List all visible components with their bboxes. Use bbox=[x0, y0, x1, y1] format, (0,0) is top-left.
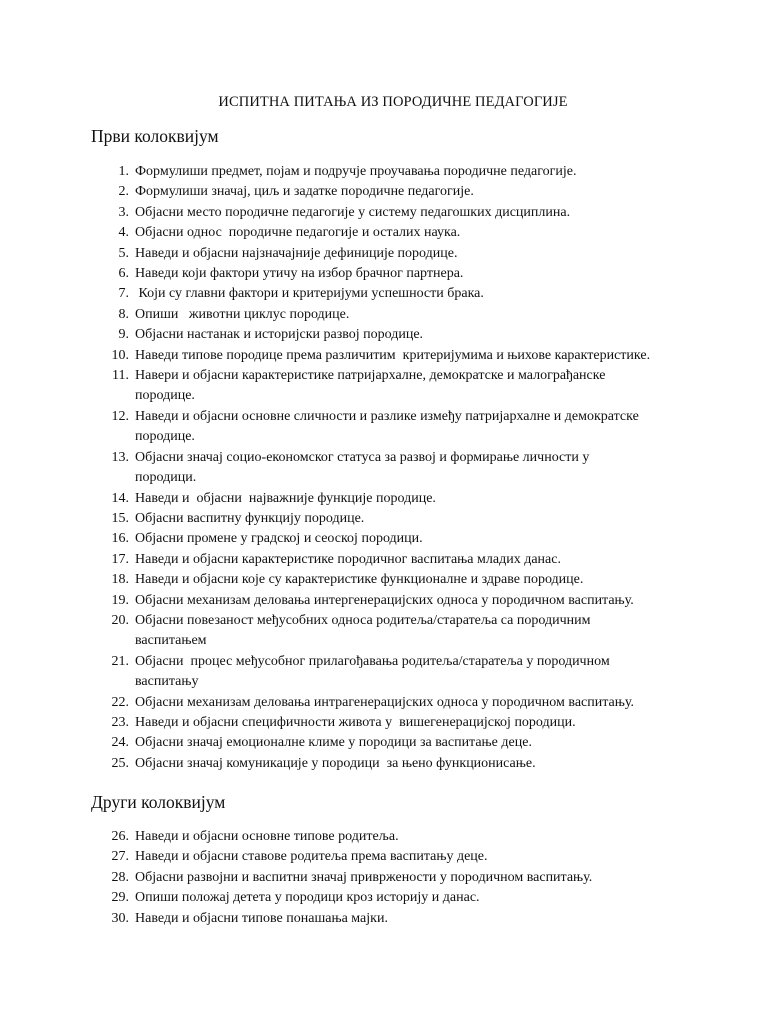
question-text: Наведи који фактори утичу на избор брачног партнера. bbox=[135, 266, 464, 282]
question-text: Објасни место породичне педагогије у систему педагошких дисциплина. bbox=[135, 204, 571, 220]
question-number: 3. bbox=[118, 204, 129, 220]
question-number: 5. bbox=[118, 245, 129, 261]
question-item-continuation bbox=[0, 631, 700, 651]
section-heading-first: Први колоквијум bbox=[91, 126, 219, 146]
document-title: ИСПИТНА ПИТАЊА ИЗ ПОРОДИЧНЕ ПЕДАГОГИЈЕ bbox=[218, 94, 568, 110]
question-item bbox=[0, 550, 700, 570]
question-text: Објасни механизам деловања интрагенерацијских односа у породичном васпитању. bbox=[135, 694, 634, 710]
question-number: 15. bbox=[111, 510, 129, 526]
question-item bbox=[0, 305, 700, 325]
question-item bbox=[0, 652, 700, 672]
question-item bbox=[0, 284, 700, 304]
question-number: 30. bbox=[111, 910, 129, 926]
question-item bbox=[0, 909, 700, 929]
question-item-continuation bbox=[0, 386, 700, 406]
question-text: Наведи и објасни карактеристике породичног васпитања младих данас. bbox=[135, 551, 561, 567]
question-item bbox=[0, 407, 700, 427]
question-number: 18. bbox=[111, 572, 129, 588]
question-number: 28. bbox=[111, 869, 129, 885]
question-item bbox=[0, 570, 700, 590]
question-text: Навери и објасни карактеристике патријархалне, демократске и малограђанске bbox=[135, 368, 606, 384]
question-text: Формулиши предмет, појам и подручје проучавања породичне педагогије. bbox=[135, 164, 577, 179]
question-item bbox=[0, 611, 700, 631]
section-heading-second: Други колоквијум bbox=[91, 792, 226, 812]
question-item bbox=[0, 827, 700, 847]
question-number: 8. bbox=[118, 306, 129, 322]
question-item bbox=[0, 693, 700, 713]
question-item-continuation bbox=[0, 672, 700, 692]
question-number: 21. bbox=[111, 653, 129, 669]
question-text: Наведи и објасни типове понашања мајки. bbox=[135, 910, 388, 926]
question-text: Наведи и објасни најважније функције породице. bbox=[135, 490, 436, 506]
question-item bbox=[0, 346, 700, 366]
question-item bbox=[0, 223, 700, 243]
question-item bbox=[0, 509, 700, 529]
question-item bbox=[0, 733, 700, 753]
question-text: Објасни васпитну функцију породице. bbox=[135, 510, 365, 526]
question-number: 12. bbox=[111, 408, 129, 424]
question-number: 16. bbox=[111, 531, 129, 547]
question-text: Објасни развојни и васпитни значај привржености у породичном васпитању. bbox=[135, 869, 593, 885]
question-number: 14. bbox=[111, 490, 129, 506]
question-number: 1. bbox=[118, 164, 129, 179]
question-text: Објасни механизам деловања интергенерацијских односа у породичном васпитању. bbox=[135, 592, 634, 608]
question-number: 24. bbox=[111, 735, 129, 751]
question-number: 29. bbox=[111, 890, 129, 906]
question-item bbox=[0, 754, 700, 774]
question-number: 17. bbox=[111, 551, 129, 567]
question-list-second bbox=[0, 827, 700, 929]
question-number: 7. bbox=[118, 286, 129, 302]
question-number: 13. bbox=[111, 449, 129, 465]
question-item bbox=[0, 489, 700, 509]
question-item bbox=[0, 847, 700, 867]
question-text: породици. bbox=[135, 470, 197, 486]
question-item bbox=[0, 888, 700, 908]
question-number: 10. bbox=[111, 347, 129, 363]
question-text: Опиши животни циклус породице. bbox=[135, 306, 350, 322]
question-number bbox=[0, 468, 135, 488]
question-text: Објасни настанак и историјски развој породице. bbox=[135, 327, 424, 343]
question-item bbox=[0, 529, 700, 549]
question-number bbox=[0, 631, 135, 651]
question-item-continuation bbox=[0, 427, 700, 447]
question-text: Објасни промене у градској и сеоској породици. bbox=[135, 531, 423, 547]
question-text: Наведи типове породице према различитим критеријумима и њихове карактеристике. bbox=[135, 347, 651, 363]
question-text: васпитањем bbox=[135, 633, 207, 649]
question-number: 26. bbox=[111, 829, 129, 844]
question-text: Наведи и објасни основне сличности и разлике између патријархалне и демократске bbox=[135, 408, 639, 424]
question-number: 23. bbox=[111, 714, 129, 730]
question-text: Објасни однос породичне педагогије и осталих наука. bbox=[135, 225, 461, 241]
question-number: 20. bbox=[111, 612, 129, 628]
question-item bbox=[0, 713, 700, 733]
question-text: породице. bbox=[135, 429, 195, 445]
question-item bbox=[0, 162, 700, 182]
question-number: 4. bbox=[118, 225, 129, 241]
question-number bbox=[0, 427, 135, 447]
question-number bbox=[0, 672, 135, 692]
question-text: Који су главни фактори и критеријуми успешности брака. bbox=[135, 286, 484, 302]
question-text: Наведи и објасни ставове родитеља према васпитању деце. bbox=[135, 849, 488, 865]
question-item bbox=[0, 366, 700, 386]
question-item bbox=[0, 325, 700, 345]
question-number: 27. bbox=[111, 849, 129, 865]
question-text: Наведи и објасни најзначајније дефиниције породице. bbox=[135, 245, 458, 261]
question-item bbox=[0, 203, 700, 223]
question-item bbox=[0, 182, 700, 202]
question-item-continuation bbox=[0, 468, 700, 488]
question-item bbox=[0, 264, 700, 284]
question-number: 6. bbox=[118, 266, 129, 282]
question-text: породице. bbox=[135, 388, 195, 404]
question-number bbox=[0, 386, 135, 406]
question-text: Објасни значај емоционалне климе у породици за васпитање деце. bbox=[135, 735, 532, 751]
question-number: 2. bbox=[118, 184, 129, 200]
question-number: 9. bbox=[118, 327, 129, 343]
question-text: Формулиши значај, циљ и задатке породичне педагогије. bbox=[135, 184, 474, 200]
question-text: Наведи и објасни основне типове родитеља. bbox=[135, 829, 399, 844]
question-text: Наведи и објасни специфичности живота у вишегенерацијској породици. bbox=[135, 714, 576, 730]
question-item bbox=[0, 244, 700, 264]
question-number: 11. bbox=[112, 368, 129, 384]
question-text: Објасни значај социо-економског статуса за развој и формирање личности у bbox=[135, 449, 590, 465]
question-text: Наведи и објасни које су карактеристике функционалне и здраве породице. bbox=[135, 572, 584, 588]
question-text: Опиши положај детета у породици кроз историју и данас. bbox=[135, 890, 480, 906]
question-list-first bbox=[0, 162, 700, 774]
question-number: 25. bbox=[111, 755, 129, 771]
question-item bbox=[0, 591, 700, 611]
question-number: 19. bbox=[111, 592, 129, 608]
question-number: 22. bbox=[111, 694, 129, 710]
question-text: Објасни повезаност међусобних односа родитеља/старатеља са породичним bbox=[135, 612, 591, 628]
question-text: васпитању bbox=[135, 674, 199, 690]
question-item bbox=[0, 868, 700, 888]
question-text: Објасни значај комуникације у породици за њено функционисање. bbox=[135, 755, 536, 771]
question-item bbox=[0, 448, 700, 468]
question-text: Објасни процес међусобног прилагођавања родитеља/старатеља у породичном bbox=[135, 653, 610, 669]
